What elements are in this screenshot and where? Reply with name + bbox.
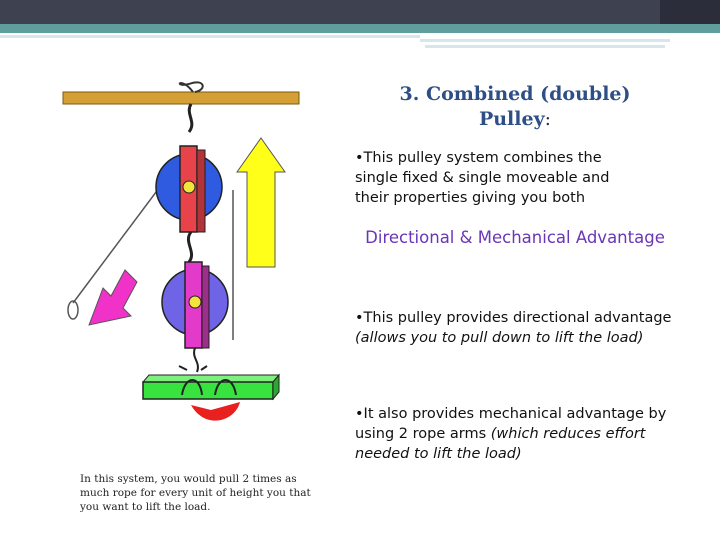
connecting-rope bbox=[188, 232, 191, 262]
header-stripe bbox=[420, 39, 670, 42]
bullet-combines: •This pulley system combines the single fixed & single moveable and their properties giving you both bbox=[355, 150, 610, 206]
fixed-pulley-axle bbox=[183, 181, 195, 193]
header-teal-band bbox=[0, 24, 720, 33]
title-line2: Pulley bbox=[478, 108, 545, 130]
moveable-pulley-bracket-side bbox=[202, 266, 209, 348]
pull-rope-loop bbox=[68, 301, 78, 319]
bullet-mechanical bbox=[355, 404, 685, 464]
rope-knot bbox=[180, 82, 203, 92]
header-bar bbox=[0, 0, 720, 24]
hook-marks bbox=[179, 366, 207, 370]
header-stripes bbox=[0, 33, 720, 53]
bullet-directional-note: (allows you to pull down to lift the load) bbox=[355, 330, 644, 346]
fixed-pulley-bracket-side bbox=[197, 150, 205, 232]
double-pulley-illustration bbox=[55, 70, 305, 435]
up-arrow-icon bbox=[237, 138, 285, 267]
subheading-advantage: Directional & Mechanical Advantage bbox=[365, 228, 665, 247]
title-colon: : bbox=[544, 108, 552, 130]
rope-hanger bbox=[189, 104, 192, 132]
illustration-caption: In this system, you would pull 2 times as much rope for every unit of height you that you want to lift the load. bbox=[80, 473, 311, 513]
load-weight bbox=[191, 402, 240, 421]
ceiling-beam bbox=[63, 92, 299, 104]
header-accent bbox=[660, 0, 720, 24]
title-line1: 3. Combined (double) bbox=[399, 83, 631, 105]
hook-rope bbox=[194, 348, 198, 372]
bullet-directional bbox=[355, 308, 675, 348]
bullet-mechanical-text: •It also provides mechanical advantage by using 2 rope arms bbox=[355, 406, 667, 442]
moveable-pulley-axle bbox=[189, 296, 201, 308]
header-stripe bbox=[425, 45, 665, 48]
load-block-top bbox=[143, 375, 279, 382]
header-stripe bbox=[0, 35, 420, 38]
bullet-mechanical-note: (which reduces effort needed to lift the load) bbox=[355, 426, 646, 462]
slide-title bbox=[345, 82, 685, 132]
load-block bbox=[143, 382, 273, 399]
bullet-directional-text: •This pulley provides directional advantage bbox=[355, 310, 672, 326]
down-left-arrow-icon bbox=[89, 270, 137, 325]
